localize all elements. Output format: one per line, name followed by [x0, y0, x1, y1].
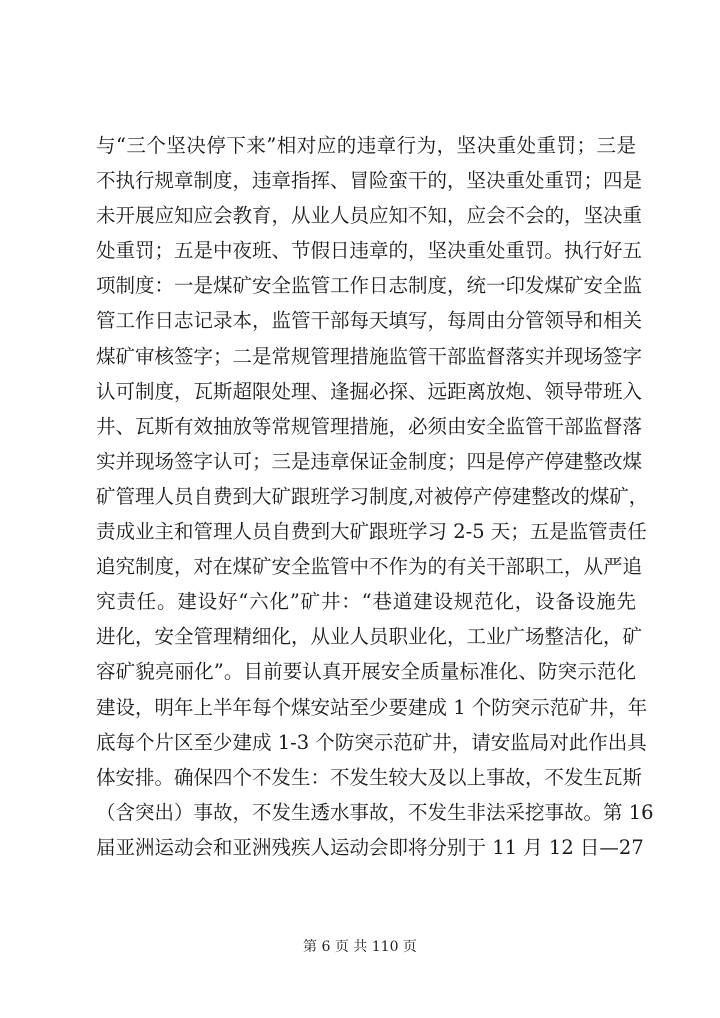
text-line: 井、瓦斯有效抽放等常规管理措施，必须由安全监管干部监督落	[96, 414, 643, 438]
text-line: 究责任。建设好“六化”矿井：“巷道建设规范化，设备设施先	[96, 590, 636, 614]
text-line: 底每个片区至少建成 1-3 个防突示范矿井，请安监局对此作出具	[96, 730, 647, 754]
text-line: 责成业主和管理人员自费到大矿跟班学习 2-5 天；五是监管责任	[96, 520, 647, 544]
text-line: 煤矿审核签字；二是常规管理措施监管干部监督落实并现场签字	[96, 344, 643, 368]
body-text	[96, 128, 654, 865]
text-line: 进化，安全管理精细化，从业人员职业化，工业广场整洁化，矿	[96, 625, 643, 649]
text-line: 体安排。确保四个不发生：不发生较大及以上事故，不发生瓦斯	[96, 765, 643, 789]
text-line: 建设，明年上半年每个煤安站至少要建成 1 个防突示范矿井，年	[96, 695, 648, 719]
text-line: 与“三个坚决停下来”相对应的违章行为，坚决重处重罚；三是	[96, 134, 636, 157]
text-line: 实并现场签字认可；三是违章保证金制度；四是停产停建整改煤	[96, 449, 643, 473]
text-line: 管工作日志记录本，监管干部每天填写，每周由分管领导和相关	[96, 309, 643, 333]
text-line: 处重罚；五是中夜班、节假日违章的，坚决重处重罚。执行好五	[96, 239, 643, 263]
text-line: 认可制度，瓦斯超限处理、逢掘必探、远距离放炮、领导带班入	[96, 379, 643, 403]
text-line: 矿管理人员自费到大矿跟班学习制度,对被停产停建整改的煤矿，	[96, 484, 649, 508]
text-line: 项制度：一是煤矿安全监管工作日志制度，统一印发煤矿安全监	[96, 274, 643, 298]
text-line: 追究制度，对在煤矿安全监管中不作为的有关干部职工，从严追	[96, 555, 643, 579]
text-line: 容矿貌亮丽化”。目前要认真开展安全质量标准化、防突示范化	[96, 660, 636, 684]
text-line: 届亚洲运动会和亚洲残疾人运动会即将分别于 11 月 12 日—27	[96, 835, 644, 859]
text-line: 不执行规章制度，违章指挥、冒险蛮干的，坚决重处重罚；四是	[96, 169, 643, 193]
text-line: 未开展应知应会教育，从业人员应知不知，应会不会的，坚决重	[96, 204, 643, 228]
text-line: （含突出）事故，不发生透水事故，不发生非法采挖事故。第 16	[96, 800, 654, 824]
page-number-footer: 第 6 页 共 110 页	[303, 939, 417, 955]
